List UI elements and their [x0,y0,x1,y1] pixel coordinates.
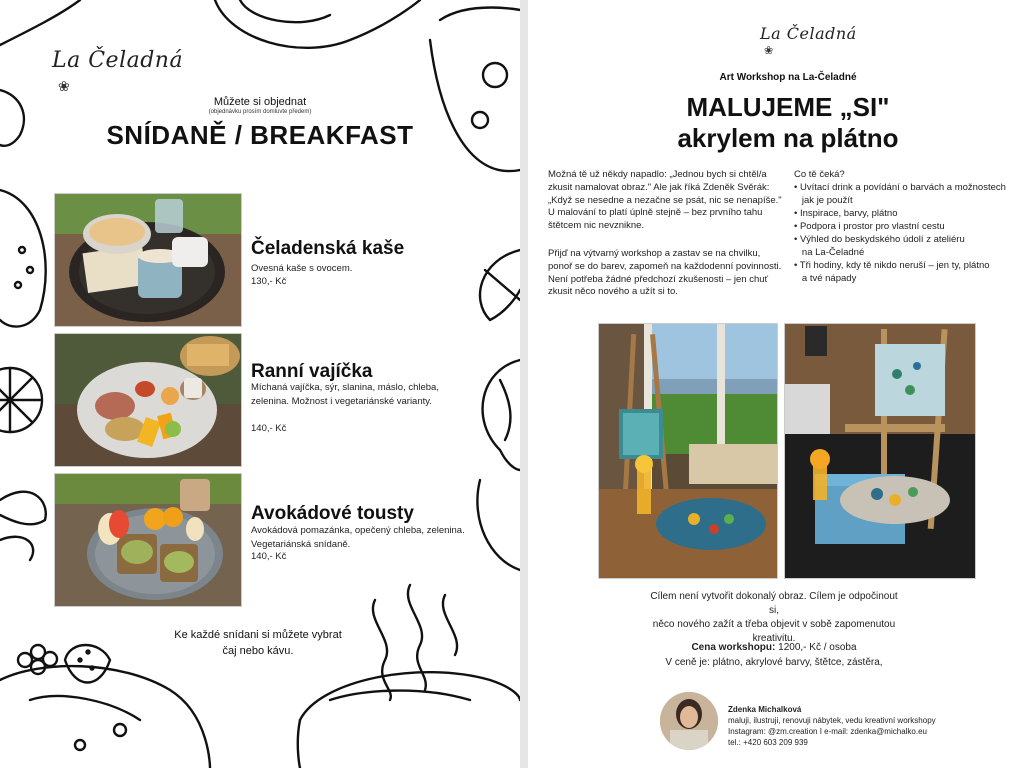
contact-phone: tel.: +420 603 209 939 [728,738,808,747]
item-name: Ranní vajíčka [251,361,373,382]
goal-line: kreativitu. [752,633,796,644]
goal-text [644,590,904,646]
footer-line: čaj nebo kávu. [222,645,294,657]
price-line [624,642,924,653]
order-prompt: Můžete si objednat [213,96,307,108]
price-includes: V ceně je: plátno, akrylové barvy, štětce, zástěra, [665,657,883,668]
goal-line: něco nového zažít a třeba objevit v sobě zapomenutou [652,619,896,630]
item-price: 140,- Kč [251,551,287,562]
page-title: SNÍDANĚ / BREAKFAST [106,120,414,150]
bullet-item: • Uvítací drink a povídání o barvách a možnostech [794,182,1006,193]
footer-note [148,627,368,659]
price-label: Cena workshopu: [691,642,776,653]
item-name: Avokádové tousty [251,503,414,524]
item-description: Avokádová pomazánka, opečený chleba, zelenina. Vegetariánská snídaně. [251,525,465,550]
workshop-easel-photo [784,323,976,579]
logo: La Čeladná [760,24,857,43]
subtitle: Art Workshop na La-Čeladné [719,72,857,83]
contact-description: maluji, ilustruji, renovuji nábytek, vedu kreativní workshopy [728,716,936,725]
bullet-item: • Podpora i prostor pro vlastní cestu [794,221,945,232]
goal-line: Cílem není vytvořit dokonalý obraz. Cílem je odpočinout si, [650,591,898,616]
bullet-item: • Výhled do beskydského údolí z ateliéru [794,234,965,245]
logo: La Čeladná [52,48,184,73]
bullets-title: Co tě čeká? [794,169,845,180]
page-gutter [520,0,528,768]
intro-paragraph: Přijď na výtvarný workshop a zastav se na chvilku, ponoř se do barev, zapomeň na každodenní povinnosti. Není potřeba žádné předchozí zkušenosti – jen chuť zkusit něco nového a užít si to. [548,248,782,298]
bullet-item: jak je použít [794,195,853,206]
item-price: 140,- Kč [251,423,287,434]
contact-social: Instagram: @zm.creation I e-mail: zdenka@michalko.eu [728,727,927,736]
avocado-toast-photo [54,473,242,607]
item-price: 130,- Kč [251,276,287,287]
bullet-item: • Inspirace, barvy, plátno [794,208,898,219]
item-name: Čeladenská kaše [251,238,405,259]
price-value: 1200,- Kč / osoba [775,642,857,653]
bullets-block [794,168,1024,285]
art-workshop-page [528,0,1024,768]
bullet-item: • Tři hodiny, kdy tě nikdo neruší – jen ty, plátno [794,260,990,271]
porridge-photo [54,193,242,327]
contact-block [728,704,1024,748]
bullet-item: a tvé nápady [794,273,857,284]
bullet-item: na La-Čeladné [794,247,865,258]
logo-grapes-icon: ❀ [58,78,70,94]
page-title: MALUJEME „SI" [686,92,890,122]
item-description: Ovesná kaše s ovocem. [251,263,353,274]
intro-paragraph: Možná tě už někdy napadlo: „Jednou bych si chtěl/a zkusit namalovat obraz." Ale jak říká Zdeněk Svěrák: „Když se nesedne a nezačne se psát, nic se nenapíše." U malování to platí úplně stejně – bez prvního tahu štětcem nic nevznikne. [548,169,782,232]
footer-line: Ke každé snídani si můžete vybrat [174,629,342,641]
workshop-window-photo [598,323,778,579]
avatar [660,692,718,750]
page-title-line2: akrylem na plátno [677,123,899,153]
contact-name: Zdenka Michalková [728,705,802,714]
order-note: (objednávku prosím domluvte předem) [208,109,312,115]
item-description: Míchaná vajíčka, sýr, slanina, máslo, chleba, zelenina. Možnost i vegetariánské varianty. [251,382,439,407]
logo-grapes-icon: ❀ [764,45,774,57]
eggs-breakfast-photo [54,333,242,467]
